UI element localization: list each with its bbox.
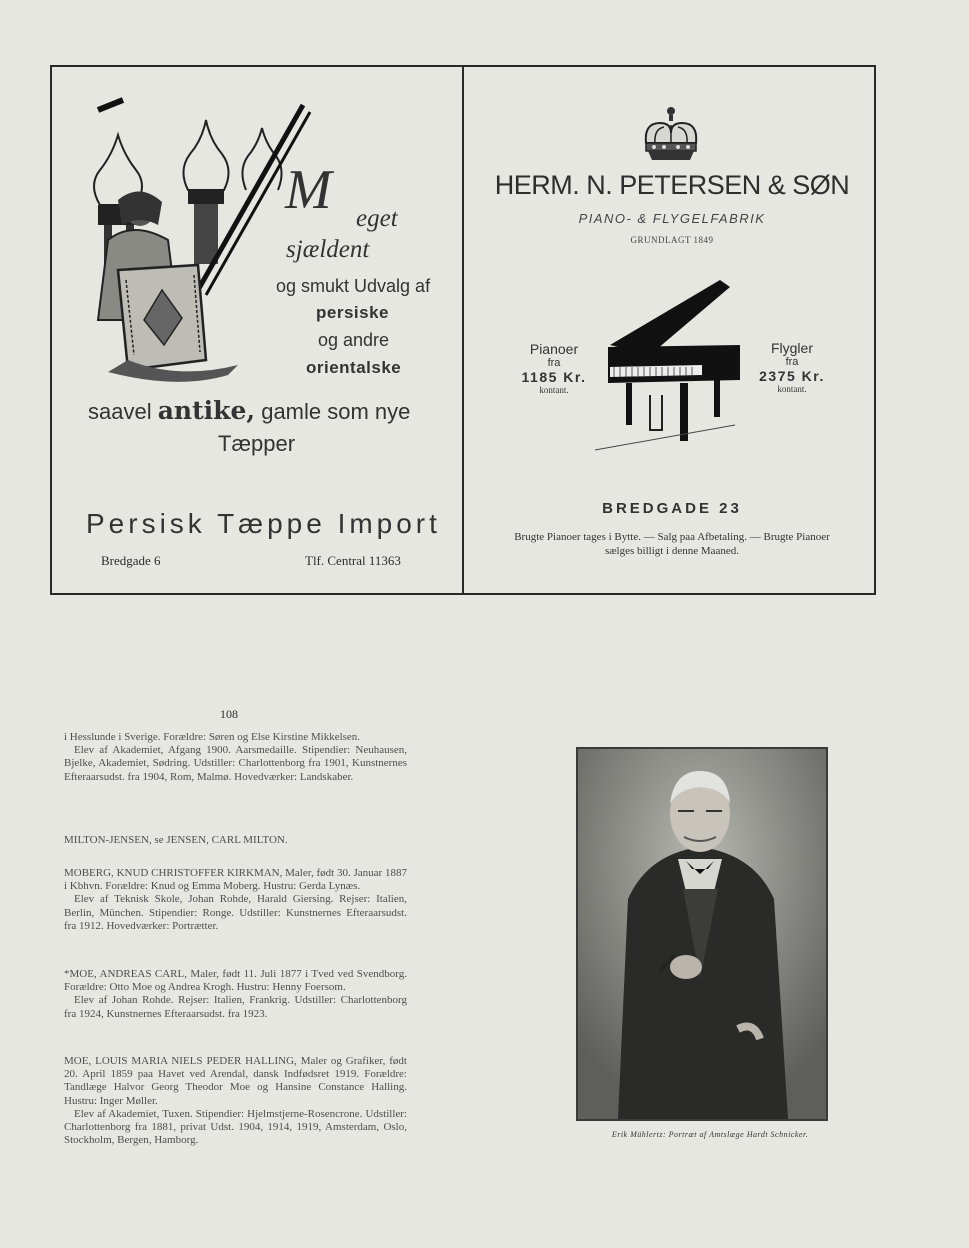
- ad-line-persiske: persiske: [316, 303, 389, 322]
- grands-price: 2375 Kr.: [759, 368, 825, 384]
- meget-rest: eget: [356, 205, 398, 232]
- ad-line-sjaeldent: sjældent: [286, 236, 370, 263]
- piano-notice-line-2: sælges billigt i denne Maaned.: [604, 545, 740, 557]
- entry-moe-louis: [64, 1055, 407, 1147]
- price-grands: [737, 340, 847, 394]
- entry-continued: [64, 731, 407, 784]
- ad-line-taepper: Tæpper: [218, 431, 296, 456]
- entry-paragraph: i Hesslunde i Sverige. Forældre: Søren og Else Kirstine Mikkelsen.: [64, 731, 361, 743]
- entry-paragraph: *MOE, ANDREAS CARL, Maler, født 11. Juli 1877 i Tved ved Svendborg. Forældre: Otto Moe og Andrea Krogh. Hustru: Henny Foersom.: [64, 968, 407, 994]
- pianos-from: fra: [547, 357, 561, 369]
- ad-line-udvalg: og smukt Udvalg af: [276, 276, 431, 296]
- piano-company-address: BREDGADE 23: [602, 500, 742, 517]
- entry-paragraph: Elev af Akademiet, Afgang 1900. Aarsmedaille. Stipendier: Neuhausen, Bjelke, Akademiet, Sødring. Udstiller: Charlottenborg fra 1901, Kunstnernes Efteraarsudst. fra 1904, Rom, Malmø. Hovedværker: Landskaber.: [64, 744, 407, 783]
- ad-word-saavel: saavel: [88, 399, 152, 424]
- carpet-company-name: Persisk Tæppe Import: [86, 508, 441, 539]
- entry-paragraph: Elev af Teknisk Skole, Johan Rohde, Harald Giersing. Rejser: Italien, Berlin, München. Stipendier: Ronge. Udstiller: Kunstnernes Efteraarsudst. fra 1912. Hovedværker: Portrætter.: [64, 893, 407, 932]
- meget-initial: M: [285, 159, 332, 221]
- ad-line-orientalske: orientalske: [306, 358, 402, 377]
- entry-paragraph: MOBERG, KNUD CHRISTOFFER KIRKMAN, Maler, født 30. Januar 1887 i Kbhvn. Forældre: Knud og Emma Moberg. Hustru: Gerda Lynæs.: [64, 867, 407, 893]
- entry-paragraph: Elev af Akademiet, Tuxen. Stipendier: Hjelmstjerne-Rosencrone. Udstiller: Charlottenborg fra 1881, privat Udst. 1904, 1914, 1919, Amsterdam, Oslo, Stockholm, Bergen, Hamborg.: [64, 1107, 407, 1147]
- ad-word-antike: antike,: [157, 396, 256, 425]
- portrait-image: [576, 747, 828, 1121]
- ad-line-og-andre: og andre: [318, 330, 390, 350]
- pianos-label: Pianoer: [529, 341, 579, 357]
- grands-from: fra: [785, 356, 799, 368]
- piano-notice-line-1: Brugte Pianoer tages i Bytte. — Salg paa Afbetaling. — Brugte Pianoer: [514, 531, 830, 543]
- entry-paragraph: MOE, LOUIS MARIA NIELS PEDER HALLING, Maler og Grafiker, født 20. April 1859 paa Havet ved Arendal, dansk Indfødsret 1919. Forældre: Tandlæge Halvor Georg Theodor Moe og Hansine Constance Halling. Hustru: Inger Møller.: [64, 1055, 407, 1107]
- grands-terms: kontant.: [777, 384, 807, 394]
- ad-line-saavel-antike: [88, 396, 410, 425]
- page-number: 108: [220, 707, 238, 721]
- piano-company-name: HERM. N. PETERSEN & SØN: [494, 170, 850, 200]
- entry-paragraph: MILTON-JENSEN, se JENSEN, CARL MILTON.: [64, 834, 288, 846]
- entry-moberg: [64, 867, 407, 933]
- carpet-company-address: Bredgade 6: [101, 553, 161, 568]
- ad-word-gamle: gamle som nye: [261, 399, 411, 424]
- portrait-caption: Erik Mühlertz: Portræt af Amtslæge Hardt Schnicker.: [611, 1130, 809, 1139]
- piano-company-founded: GRUNDLAGT 1849: [630, 235, 714, 245]
- ad-divider: [462, 65, 464, 595]
- entry-moe-andreas: [64, 968, 407, 1021]
- royal-crown-icon: [640, 105, 702, 163]
- entry-paragraph: Elev af Johan Rohde. Rejser: Italien, Frankrig. Udstiller: Charlottenborg fra 1924, Kunstnernes Efteraarsudst. fra 1923.: [64, 994, 407, 1020]
- portrait-painting: [578, 749, 826, 1119]
- grand-piano-illustration: [590, 275, 740, 465]
- piano-company-subtitle: PIANO- & FLYGELFABRIK: [578, 211, 766, 226]
- piano-notice: [476, 530, 868, 558]
- carpet-company-phone: Tlf. Central 11363: [305, 553, 401, 568]
- grands-label: Flygler: [770, 340, 813, 356]
- price-pianos: [499, 341, 609, 395]
- pianos-terms: kontant.: [539, 385, 569, 395]
- pianos-price: 1185 Kr.: [521, 369, 587, 385]
- entry-milton-jensen: [64, 834, 407, 847]
